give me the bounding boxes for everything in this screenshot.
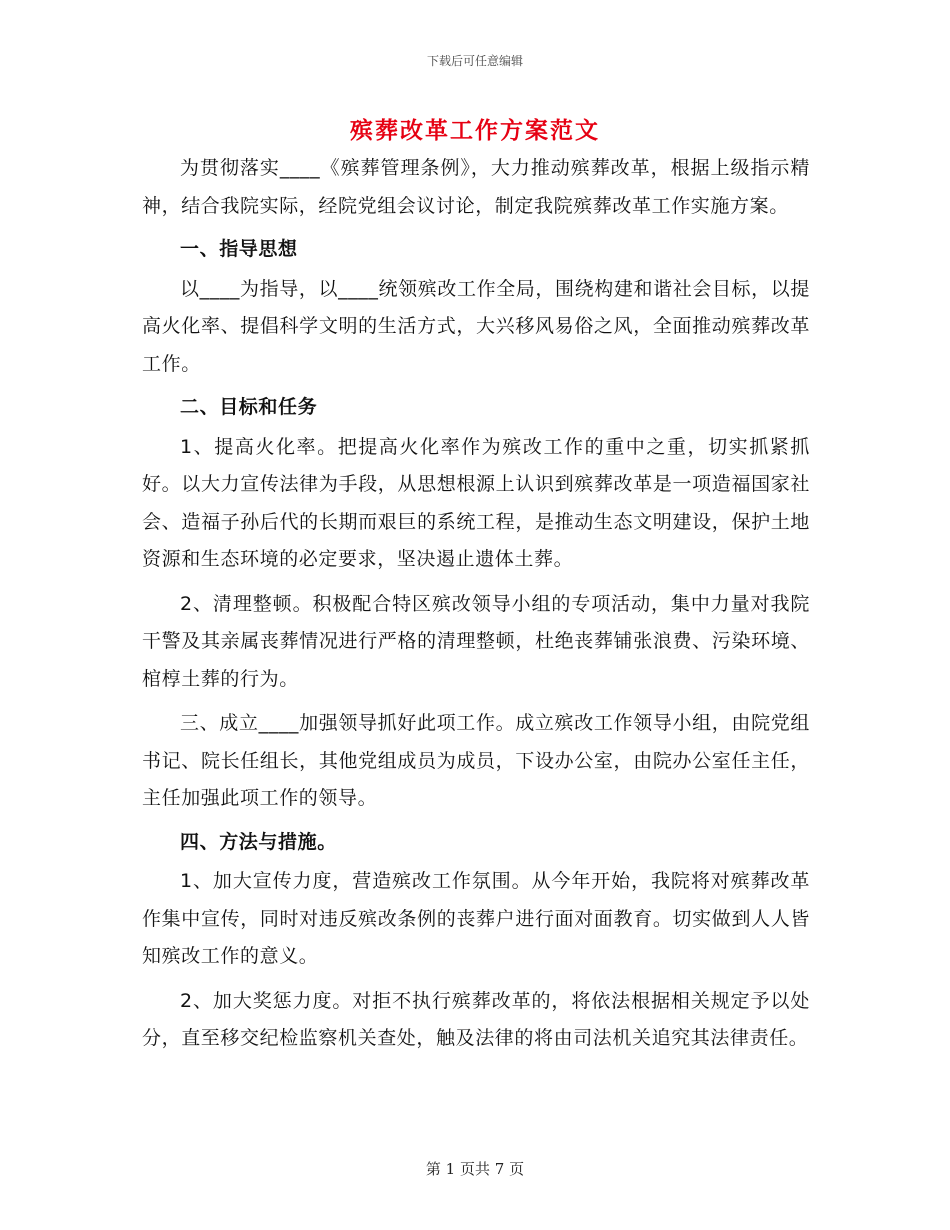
body-paragraph: 以____为指导，以____统领殡改工作全局，围绕构建和谐社会目标，以提高火化率、提倡科学文明的生活方式，大兴移风易俗之风，全面推动殡葬改革工作。 [142,277,810,375]
page-number: 第 1 页共 7 页 [425,1160,525,1178]
body-paragraph: 1、加大宣传力度，营造殡改工作氛围。从今年开始，我院将对殡葬改革作集中宣传，同时对违反殡改条例的丧葬户进行面对面教育。切实做到人人皆知殡改工作的意义。 [142,870,810,967]
body-paragraph: 三、成立____加强领导抓好此项工作。成立殡改工作领导小组，由院党组书记、院长任组长，其他党组成员为成员，下设办公室，由院办公室任主任，主任加强此项工作的领导。 [142,712,810,809]
body-paragraph: 2、清理整顿。积极配合特区殡改领导小组的专项活动，集中力量对我院干警及其亲属丧葬情况进行严格的清理整顿，杜绝丧葬铺张浪费、污染环境、棺椁土葬的行为。 [142,592,810,690]
section-heading: 四、方法与措施。 [180,830,337,853]
document-body [142,150,810,1058]
section-heading: 一、指导思想 [180,238,298,260]
body-paragraph: 2、加大奖惩力度。对拒不执行殡葬改革的，将依法根据相关规定予以处分，直至移交纪检监察机关查处，触及法律的将由司法机关追究其法律责任。 [142,989,810,1049]
body-paragraph: 为贯彻落实____《殡葬管理条例》，大力推动殡葬改革，根据上级指示精神，结合我院实际，经院党组会议讨论，制定我院殡葬改革工作实施方案。 [142,157,810,217]
section-heading: 二、目标和任务 [180,396,318,418]
body-paragraph: 1、提高火化率。把提高火化率作为殡改工作的重中之重，切实抓紧抓好。以大力宣传法律为手段，从思想根源上认识到殡葬改革是一项造福国家社会、造福子孙后代的长期而艰巨的系统工程，是推动生态文明建设，保护土地资源和生态环境的必定要求，坚决遏止遗体土葬。 [142,435,810,570]
document-title: 殡葬改革工作方案范文 [350,118,600,144]
header-note: 下载后可任意编辑 [426,54,523,68]
